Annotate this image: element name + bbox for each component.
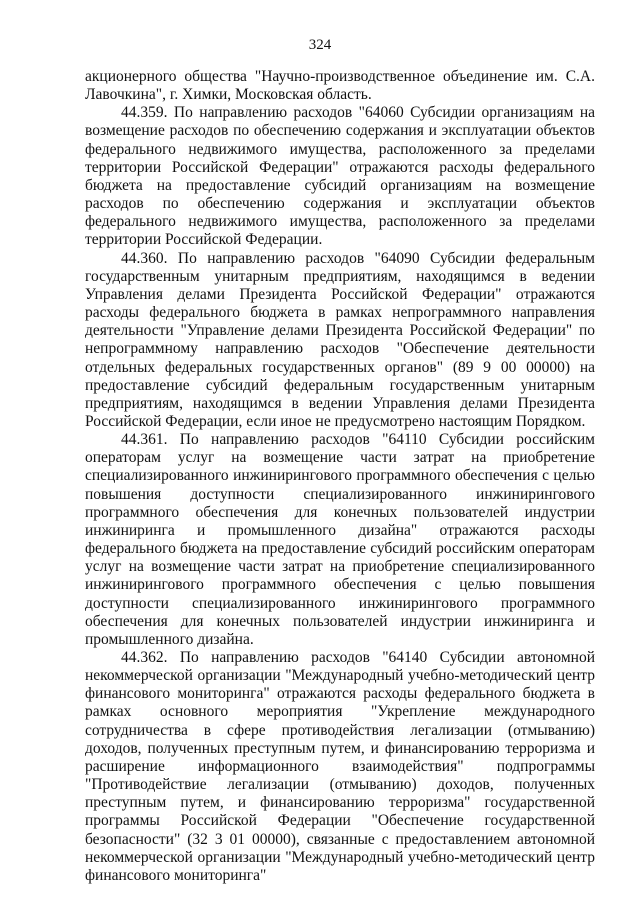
document-body — [85, 68, 595, 885]
paragraph-44-362: 44.362. По направлению расходов "64140 Субсидии автономной некоммерческой организации "Международный учебно-методический центр финансового мониторинга" отражаются расходы федерального бюджета в рамках основного мероприятия "Укрепление международного сотрудничества в сфере противодействия легализации (отмыванию) доходов, полученных преступным путем, и финансированию терроризма и расширение информационного взаимодействия" подпрограммы "Противодействие легализации (отмыванию) доходов, полученных преступным путем, и финансированию терроризма" государственной программы Российской Федерации "Обеспечение государственной безопасности" (32 3 01 00000), связанные с предоставлением автономной некоммерческой организации "Международный учебно-методический центр финансового мониторинга" — [85, 649, 595, 884]
paragraph-continuation: акционерного общества "Научно-производственное объединение им. С.А. Лавочкина", г. Химки, Московская область. — [85, 68, 595, 104]
paragraph-44-359: 44.359. По направлению расходов "64060 Субсидии организациям на возмещение расходов по обеспечению содержания и эксплуатации объектов федерального недвижимого имущества, расположенного за пределами территории Российской Федерации" отражаются расходы федерального бюджета на предоставление субсидий организациям на возмещение расходов по обеспечению содержания и эксплуатации объектов федерального недвижимого имущества, расположенного за пределами территории Российской Федерации. — [85, 104, 595, 249]
paragraph-44-361: 44.361. По направлению расходов "64110 Субсидии российским операторам услуг на возмещение части затрат на приобретение специализированного инжинирингового программного обеспечения с целью повышения доступности специализированного инжинирингового программного обеспечения для конечных пользователей индустрии инжиниринга и промышленного дизайна" отражаются расходы федерального бюджета на предоставление субсидий российским операторам услуг на возмещение части затрат на приобретение специализированного инжинирингового программного обеспечения с целью повышения доступности специализированного инжинирингового программного обеспечения для конечных пользователей индустрии инжиниринга и промышленного дизайна. — [85, 431, 595, 648]
paragraph-44-360: 44.360. По направлению расходов "64090 Субсидии федеральным государственным унитарным предприятиям, находящимся в ведении Управления делами Президента Российской Федерации" отражаются расходы федерального бюджета в рамках непрограммного направления деятельности "Управление делами Президента Российской Федерации" по непрограммному направлению расходов "Обеспечение деятельности отдельных федеральных государственных органов" (89 9 00 00000) на предоставление субсидий федеральным государственным унитарным предприятиям, находящимся в ведении Управления делами Президента Российской Федерации, если иное не предусмотрено настоящим Порядком. — [85, 249, 595, 430]
page-number: 324 — [308, 37, 332, 53]
